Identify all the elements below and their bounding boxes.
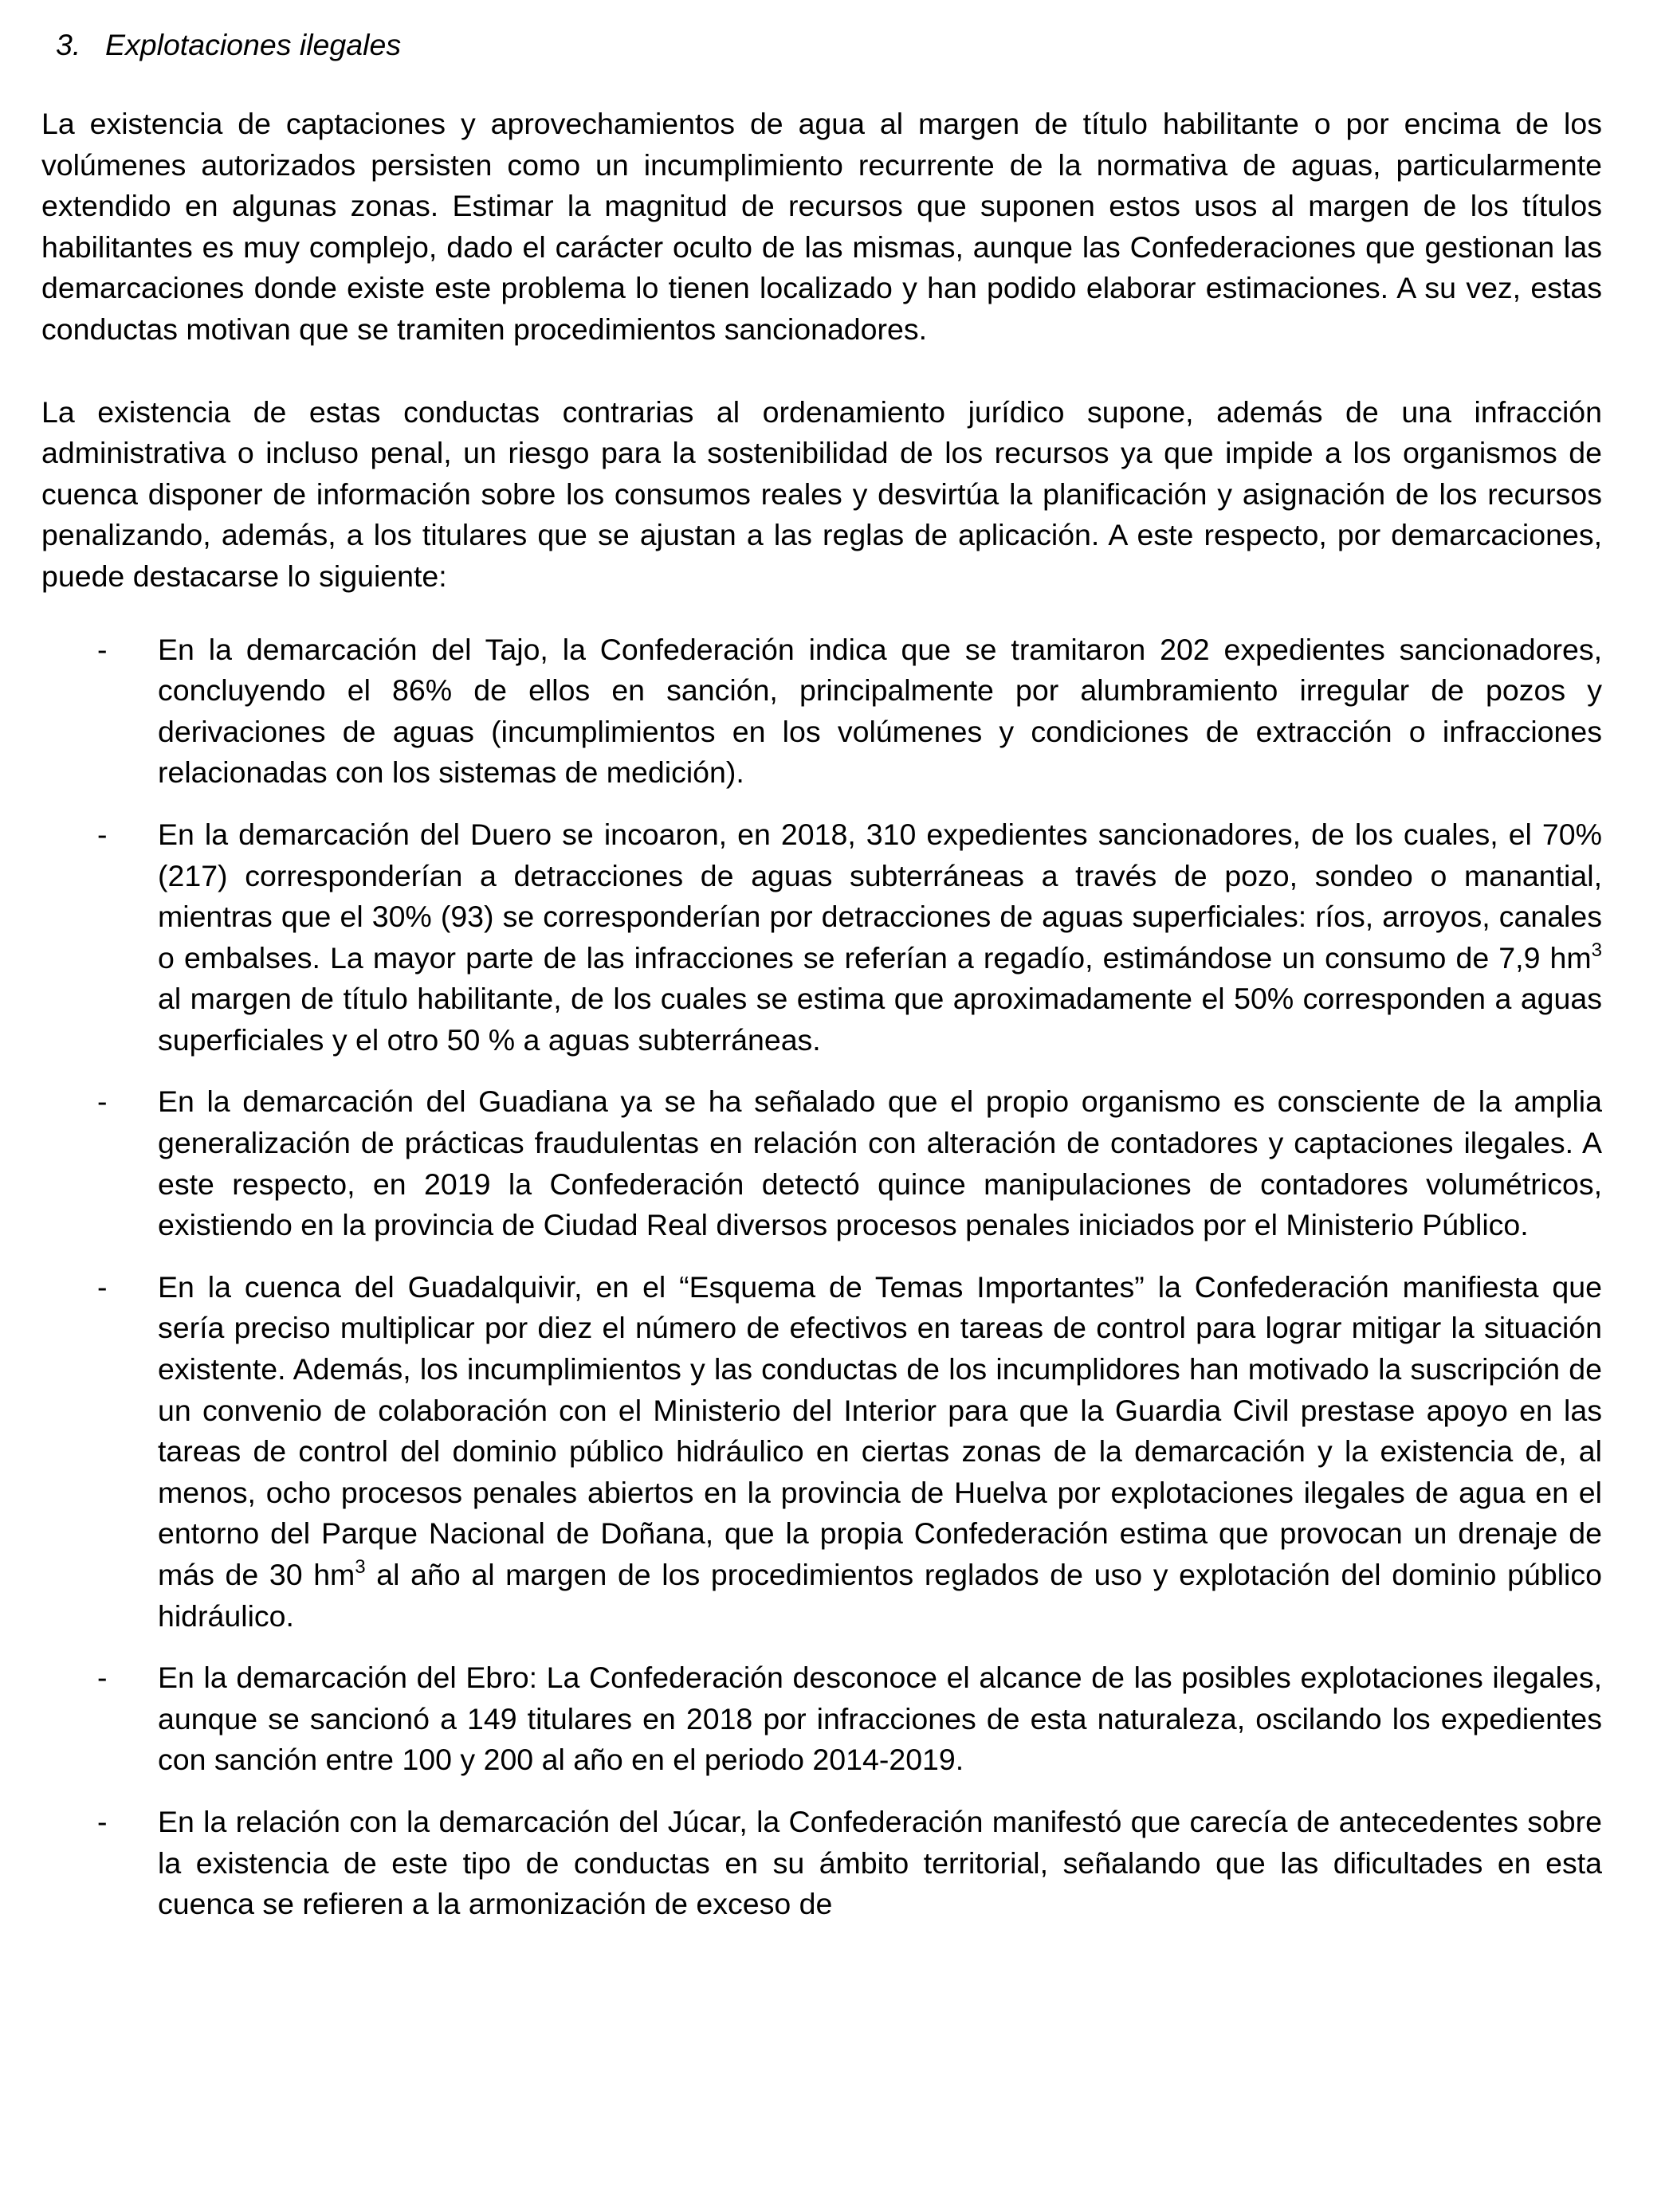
section-title: Explotaciones ilegales (105, 28, 402, 61)
bullet-dash: - (97, 1084, 108, 1119)
list-item-text (158, 818, 1602, 1057)
list-item-tajo (41, 629, 1602, 794)
paragraph-intro: La existencia de captaciones y aprovechamientos de agua al margen de título habilitante o por encima de los volúmenes autorizados persisten como un incumplimiento recurrente de la normativa de aguas, particularmente extendido en algunas zonas. Estimar la magnitud de recursos que suponen estos usos al margen de los títulos habilitantes es muy complejo, dado el carácter oculto de las mismas, aunque las Confederaciones que gestionan las demarcaciones donde existe este problema lo tienen localizado y han podido elaborar estimaciones. A su vez, estas conductas motivan que se tramiten procedimientos sancionadores. (41, 107, 1602, 346)
list-item-guadalquivir (41, 1267, 1602, 1637)
bullet-dash: - (97, 1661, 108, 1695)
text-after-superscript: al año al margen de los procedimientos reglados de uso y explotación del dominio público hidráulico. (158, 1558, 1602, 1633)
text-before-superscript: En la demarcación del Duero se incoaron, en 2018, 310 expedientes sancionadores, de los cuales, el 70% (217) corresponderían a detracciones de aguas subterráneas a través de pozo, sondeo o manantial, mientras que el 30% (93) se corresponderían por detracciones de aguas superficiales: ríos, arroyos, canales o embalses. La mayor parte de las infracciones se referían a regadío, estimándose un consumo de 7,9 hm (158, 817, 1602, 975)
bullet-dash: - (97, 632, 108, 666)
text-before-superscript: En la cuenca del Guadalquivir, en el “Esquema de Temas Importantes” la Confederación manifiesta que sería preciso multiplicar por diez el número de efectivos en tareas de control para lograr mitigar la situación existente. Además, los incumplimientos y las conductas de los incumplidores han motivado la suscripción de un convenio de colaboración con el Ministerio del Interior para que la Guardia Civil prestase apoyo en las tareas de control del dominio público hidráulico en ciertas zonas de la demarcación y la existencia de, al menos, ocho procesos penales abiertos en la provincia de Huelva por explotaciones ilegales de agua en el entorno del Parque Nacional de Doñana, que la propia Confederación estima que provocan un drenaje de más de 30 hm (158, 1269, 1602, 1591)
bullet-dash: - (97, 1804, 108, 1838)
list-item-text (158, 1270, 1602, 1633)
text-after-superscript: al margen de título habilitante, de los cuales se estima que aproximadamente el 50% corresponden a aguas superficiales y el otro 50 % a aguas subterráneas. (158, 982, 1602, 1057)
section-heading (56, 24, 1602, 65)
document-page (41, 24, 1602, 1946)
paragraph-context: La existencia de estas conductas contrarias al ordenamiento jurídico supone, además de una infracción administrativa o incluso penal, un riesgo para la sostenibilidad de los recursos ya que impide a los organismos de cuenca disponer de información sobre los consumos reales y desvirtúa la planificación y asignación de los recursos penalizando, además, a los titulares que se ajustan a las reglas de aplicación. A este respecto, por demarcaciones, puede destacarse lo siguiente: (41, 394, 1602, 593)
superscript: 3 (355, 1556, 366, 1578)
list-item-ebro (41, 1657, 1602, 1781)
list-item-text: En la demarcación del Guadiana ya se ha señalado que el propio organismo es consciente de la amplia generalización de prácticas fraudulentas en relación con alteración de contadores y captaciones ilegales. A este respecto, en 2019 la Confederación detectó quince manipulaciones de contadores volumétricos, existiendo en la provincia de Ciudad Real diversos procesos penales iniciados por el Ministerio Público. (158, 1084, 1602, 1242)
list-item-jucar (41, 1802, 1602, 1925)
bullet-dash: - (97, 1269, 108, 1304)
section-number: 3. (56, 28, 81, 61)
superscript: 3 (1591, 939, 1602, 961)
list-item-text: En la demarcación del Ebro: La Confederación desconoce el alcance de las posibles explotaciones ilegales, aunque se sancionó a 149 titulares en 2018 por infracciones de esta naturaleza, oscilando los expedientes con sanción entre 100 y 200 al año en el periodo 2014-2019. (158, 1661, 1602, 1777)
demarcation-list (41, 629, 1602, 1925)
list-item-duero (41, 814, 1602, 1061)
list-item-text: En la demarcación del Tajo, la Confederación indica que se tramitaron 202 expedientes sancionadores, concluyendo el 86% de ellos en sanción, principalmente por alumbramiento irregular de pozos y derivaciones de aguas (incumplimientos en los volúmenes y condiciones de extracción o infracciones relacionadas con los sistemas de medición). (158, 632, 1602, 790)
bullet-dash: - (97, 817, 108, 851)
list-item-guadiana (41, 1081, 1602, 1245)
list-item-text: En la relación con la demarcación del Júcar, la Confederación manifestó que carecía de antecedentes sobre la existencia de este tipo de conductas en su ámbito territorial, señalando que las dificultades en esta cuenca se refieren a la armonización de exceso de (158, 1804, 1602, 1921)
